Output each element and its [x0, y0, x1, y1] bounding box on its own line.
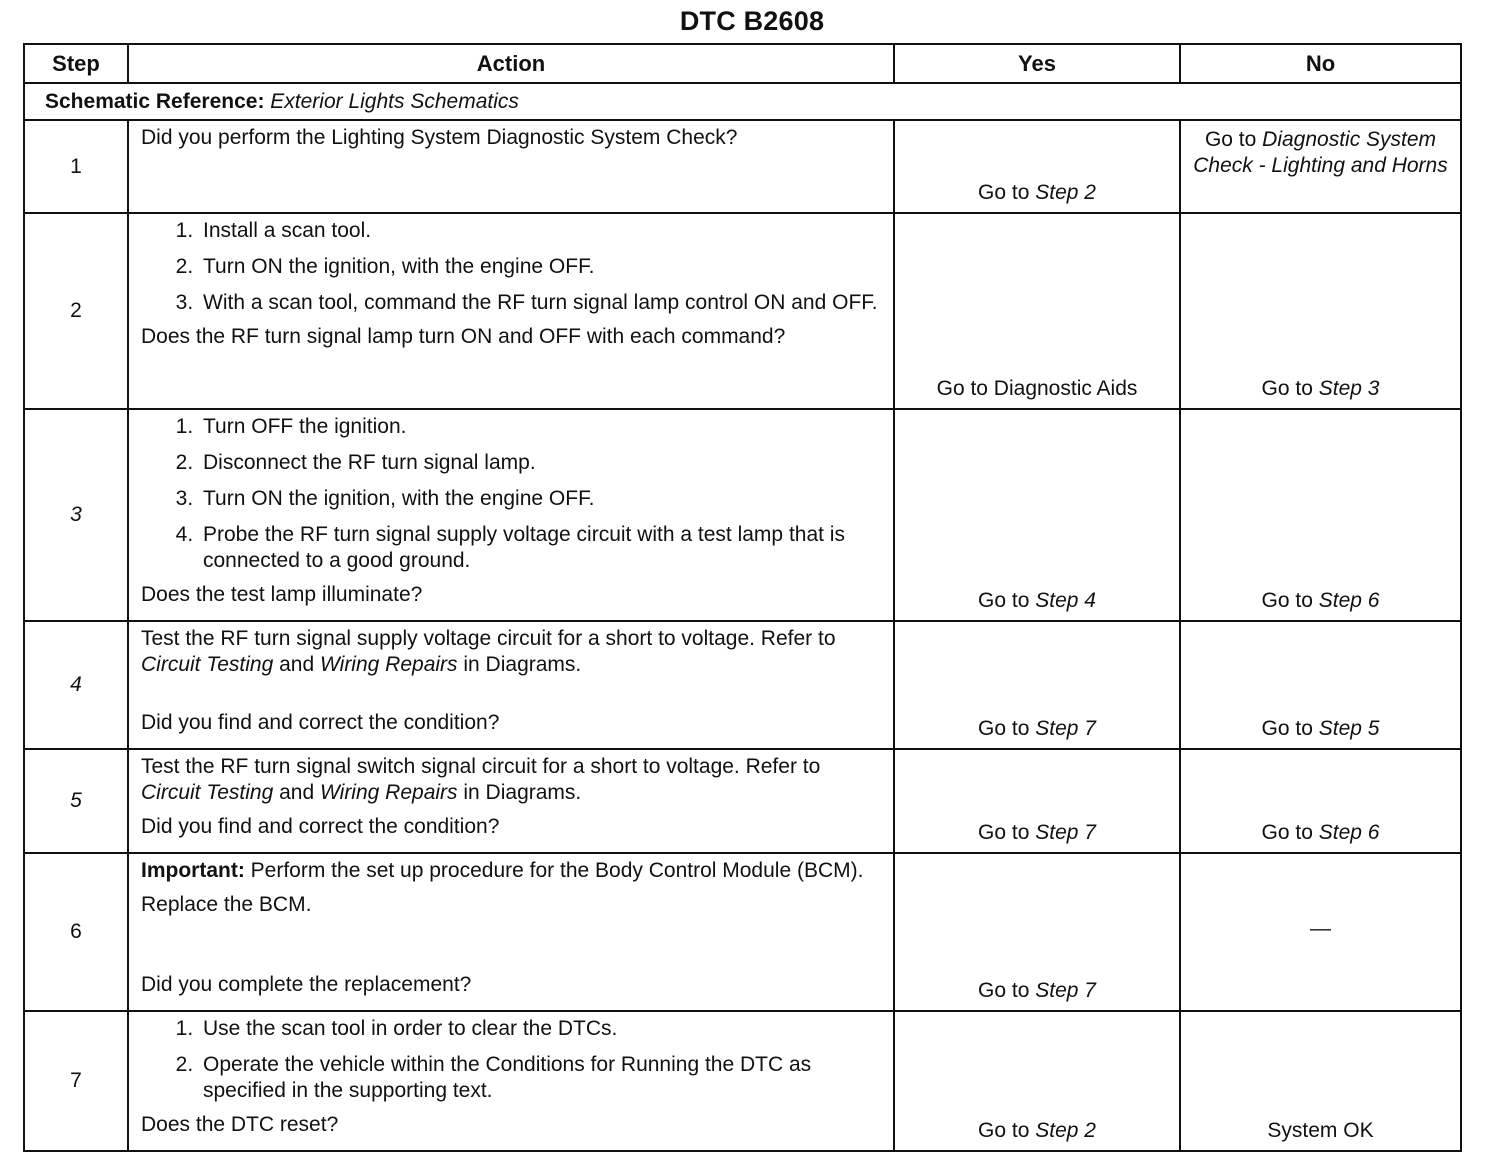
- instruction-item: 2. Disconnect the RF turn signal lamp.: [199, 450, 883, 476]
- header-row: [24, 44, 1461, 83]
- yes-prefix: Go to: [978, 717, 1030, 740]
- yes-prefix: Go to: [978, 821, 1030, 844]
- action-cell: [128, 409, 894, 621]
- step-number: 2: [24, 213, 128, 409]
- no-dash: —: [1310, 917, 1331, 940]
- question-text: Does the RF turn signal lamp turn ON and OFF with each command?: [141, 325, 786, 348]
- action-cell: [128, 853, 894, 1011]
- yes-cell[interactable]: [894, 621, 1180, 749]
- instruction-list: [141, 218, 883, 316]
- no-prefix: Go to: [1261, 717, 1313, 740]
- no-cell: [1180, 1011, 1461, 1151]
- question-text: Did you find and correct the condition?: [141, 711, 500, 734]
- instruction-text: Replace the BCM.: [141, 893, 312, 916]
- step-number: 1: [24, 120, 128, 213]
- instruction-item: 3. Turn ON the ignition, with the engine OFF.: [199, 486, 883, 512]
- no-result: System OK: [1267, 1119, 1374, 1142]
- question-text: Does the DTC reset?: [141, 1113, 339, 1136]
- action-text: [141, 626, 883, 678]
- action-stack: [141, 858, 883, 1006]
- no-cell[interactable]: [1180, 749, 1461, 853]
- yes-cell[interactable]: [894, 409, 1180, 621]
- action-stack: [141, 626, 883, 744]
- yes-cell[interactable]: [894, 213, 1180, 409]
- step-number: 3: [24, 409, 128, 621]
- schematic-link[interactable]: Exterior Lights Schematics: [270, 89, 519, 113]
- action-tail: in Diagrams.: [463, 653, 582, 676]
- yes-step-link[interactable]: Step 7: [1035, 979, 1096, 1002]
- yes-step-link[interactable]: Step 7: [1035, 821, 1096, 844]
- no-step-link[interactable]: Step 6: [1318, 821, 1380, 844]
- no-cell[interactable]: [1180, 621, 1461, 749]
- action-sentence: Test the RF turn signal supply voltage circuit for a short to voltage. Refer to: [141, 627, 836, 650]
- wiring-repairs-link[interactable]: Wiring Repairs: [320, 781, 458, 804]
- yes-cell[interactable]: [894, 1011, 1180, 1151]
- question-text: Does the test lamp illuminate?: [141, 583, 423, 606]
- no-cell[interactable]: [1180, 409, 1461, 621]
- yes-step-link[interactable]: Step 7: [1035, 717, 1096, 740]
- yes-cell[interactable]: [894, 853, 1180, 1011]
- wiring-repairs-link[interactable]: Wiring Repairs: [320, 653, 458, 676]
- yes-cell[interactable]: [894, 120, 1180, 213]
- no-step-link[interactable]: Step 5: [1318, 717, 1380, 740]
- instruction-item: 1. Turn OFF the ignition.: [199, 414, 883, 440]
- step-number: 5: [24, 749, 128, 853]
- action-cell: [128, 1011, 894, 1151]
- instruction-list: [141, 414, 883, 574]
- schematic-label: Schematic Reference:: [45, 89, 265, 113]
- schematic-reference: [24, 83, 1461, 120]
- table-row: [24, 853, 1461, 1011]
- step-number: 4: [24, 621, 128, 749]
- table-row: [24, 409, 1461, 621]
- no-prefix: Go to: [1261, 377, 1313, 400]
- no-cell[interactable]: [1180, 213, 1461, 409]
- yes-cell[interactable]: [894, 749, 1180, 853]
- question-text: Did you perform the Lighting System Diagnostic System Check?: [141, 126, 738, 149]
- yes-step-link[interactable]: Step 2: [1035, 181, 1096, 204]
- question-text: Did you complete the replacement?: [141, 973, 472, 996]
- instruction-item: 1. Use the scan tool in order to clear the DTCs.: [199, 1016, 883, 1042]
- step-number: 7: [24, 1011, 128, 1151]
- table-row: [24, 1011, 1461, 1151]
- yes-prefix: Go to: [978, 1119, 1030, 1142]
- yes-prefix: Go to: [978, 589, 1030, 612]
- table-row: [24, 120, 1461, 213]
- question-text: Did you find and correct the condition?: [141, 815, 500, 838]
- diagnostic-table: [23, 43, 1462, 1152]
- action-cell: [128, 621, 894, 749]
- important-label: Important:: [141, 859, 245, 882]
- step-number: 6: [24, 853, 128, 1011]
- instruction-item: 1. Install a scan tool.: [199, 218, 883, 244]
- table-row: [24, 213, 1461, 409]
- header-step: Step: [24, 44, 128, 83]
- conjunction: and: [279, 653, 315, 676]
- no-step-link[interactable]: Step 3: [1318, 377, 1380, 400]
- yes-prefix: Go to: [978, 979, 1030, 1002]
- table-row: [24, 749, 1461, 853]
- action-cell: [128, 213, 894, 409]
- no-prefix: Go to: [1261, 821, 1313, 844]
- no-cell[interactable]: [1180, 120, 1461, 213]
- circuit-testing-link[interactable]: Circuit Testing: [141, 653, 274, 676]
- no-prefix: Go to: [1261, 589, 1313, 612]
- header-action: Action: [128, 44, 894, 83]
- important-note: [141, 858, 883, 884]
- yes-link[interactable]: Go to Diagnostic Aids: [936, 377, 1138, 400]
- important-text: Perform the set up procedure for the Body Control Module (BCM).: [250, 859, 864, 882]
- yes-step-link[interactable]: Step 2: [1035, 1119, 1096, 1142]
- action-text: [141, 754, 883, 806]
- action-cell: [128, 120, 894, 213]
- instruction-item: 2. Turn ON the ignition, with the engine OFF.: [199, 254, 883, 280]
- header-no: No: [1180, 44, 1461, 83]
- no-link[interactable]: Diagnostic System Check - Lighting and Horns: [1193, 128, 1448, 177]
- conjunction: and: [279, 781, 315, 804]
- instruction-item: 3. With a scan tool, command the RF turn signal lamp control ON and OFF.: [199, 290, 883, 316]
- instruction-item: 2. Operate the vehicle within the Conditions for Running the DTC as specified in the supporting text.: [199, 1052, 883, 1104]
- yes-prefix: Go to: [978, 181, 1030, 204]
- page-title: DTC B2608: [679, 6, 825, 36]
- instruction-item: 4. Probe the RF turn signal supply voltage circuit with a test lamp that is connected to a good ground.: [199, 522, 883, 574]
- yes-step-link[interactable]: Step 4: [1035, 589, 1096, 612]
- no-step-link[interactable]: Step 6: [1318, 589, 1380, 612]
- table-row: [24, 621, 1461, 749]
- action-cell: [128, 749, 894, 853]
- circuit-testing-link[interactable]: Circuit Testing: [141, 781, 274, 804]
- instruction-list: [141, 1016, 883, 1104]
- action-sentence: Test the RF turn signal switch signal circuit for a short to voltage. Refer to: [141, 755, 821, 778]
- schematic-row: [24, 83, 1461, 120]
- action-tail: in Diagrams.: [463, 781, 582, 804]
- no-cell: [1180, 853, 1461, 1011]
- no-prefix: Go to: [1204, 128, 1257, 151]
- header-yes: Yes: [894, 44, 1180, 83]
